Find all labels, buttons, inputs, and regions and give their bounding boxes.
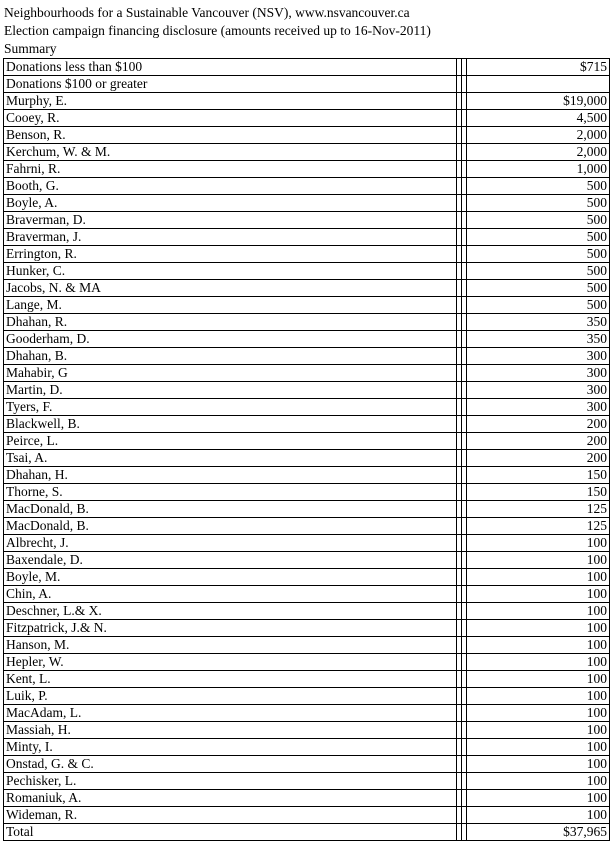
amount-cell: 100 [467,756,610,773]
donor-name-cell: Hanson, M. [4,637,457,654]
amount-cell: 500 [467,229,610,246]
donor-name-cell: Errington, R. [4,246,457,263]
amount-cell: 100 [467,586,610,603]
donor-name-cell: Murphy, E. [4,93,457,110]
amount-cell: 350 [467,331,610,348]
donor-name-cell: Massiah, H. [4,722,457,739]
table-row [4,161,610,178]
donations-table [3,58,610,841]
document-subtitle: Election campaign financing disclosure (amounts received up to 16-Nov-2011) [4,23,431,38]
table-row [4,127,610,144]
table-row [4,484,610,501]
donor-name-cell: Hepler, W. [4,654,457,671]
amount-cell: 300 [467,399,610,416]
donor-name-cell: Boyle, A. [4,195,457,212]
amount-cell: 150 [467,484,610,501]
donor-name-cell: Mahabir, G [4,365,457,382]
table-row [4,263,610,280]
amount-cell: 300 [467,348,610,365]
table-row [4,722,610,739]
table-row [4,246,610,263]
donor-name-cell: Benson, R. [4,127,457,144]
donor-name-cell: Thorne, S. [4,484,457,501]
table-row [4,637,610,654]
donor-name-cell: Hunker, C. [4,263,457,280]
donor-name-cell: Deschner, L.& X. [4,603,457,620]
table-row [4,586,610,603]
amount-cell: 500 [467,178,610,195]
amount-cell: 100 [467,637,610,654]
amount-cell: 350 [467,314,610,331]
amount-cell: 500 [467,280,610,297]
table-row [4,229,610,246]
table-row [4,688,610,705]
table-row [4,297,610,314]
donor-name-cell: Tyers, F. [4,399,457,416]
table-row [4,671,610,688]
donor-name-cell: Gooderham, D. [4,331,457,348]
amount-cell: $37,965 [467,824,610,841]
amount-cell: 100 [467,552,610,569]
donor-name-cell: Peirce, L. [4,433,457,450]
amount-cell [467,76,610,93]
donor-name-cell: Dhahan, R. [4,314,457,331]
donor-name-cell: Total [4,824,457,841]
amount-cell: 2,000 [467,144,610,161]
table-row [4,280,610,297]
table-row [4,59,610,76]
table-row [4,331,610,348]
amount-cell: 100 [467,535,610,552]
donor-name-cell: Pechisker, L. [4,773,457,790]
amount-cell: 150 [467,467,610,484]
amount-cell: 500 [467,212,610,229]
donor-name-cell: Jacobs, N. & MA [4,280,457,297]
amount-cell: 100 [467,569,610,586]
donor-name-cell: Martin, D. [4,382,457,399]
table-row [4,654,610,671]
amount-cell: 100 [467,688,610,705]
amount-cell: 500 [467,263,610,280]
amount-cell: 125 [467,501,610,518]
table-row [4,314,610,331]
donor-name-cell: Dhahan, B. [4,348,457,365]
amount-cell: 200 [467,416,610,433]
donations-table-body [4,59,610,841]
donor-name-cell: Tsai, A. [4,450,457,467]
table-row [4,399,610,416]
amount-cell: 100 [467,603,610,620]
table-row [4,603,610,620]
amount-cell: 100 [467,722,610,739]
table-row [4,76,610,93]
donor-name-cell: Kent, L. [4,671,457,688]
amount-cell: $19,000 [467,93,610,110]
table-row [4,178,610,195]
table-row [4,195,610,212]
amount-cell: 100 [467,773,610,790]
amount-cell: 100 [467,654,610,671]
table-row [4,790,610,807]
table-row [4,569,610,586]
table-row [4,416,610,433]
donor-name-cell: Boyle, M. [4,569,457,586]
donor-name-cell: Chin, A. [4,586,457,603]
table-row [4,518,610,535]
donor-name-cell: Kerchum, W. & M. [4,144,457,161]
amount-cell: 500 [467,246,610,263]
donor-name-cell: Braverman, J. [4,229,457,246]
table-row [4,433,610,450]
amount-cell: 2,000 [467,127,610,144]
donor-name-cell: Albrecht, J. [4,535,457,552]
donor-name-cell: Romaniuk, A. [4,790,457,807]
amount-cell: 100 [467,620,610,637]
donor-name-cell: Onstad, G. & C. [4,756,457,773]
amount-cell: 300 [467,382,610,399]
donor-name-cell: MacDonald, B. [4,518,457,535]
amount-cell: 200 [467,433,610,450]
donor-name-cell: Dhahan, H. [4,467,457,484]
amount-cell: 100 [467,739,610,756]
donor-name-cell: Luik, P. [4,688,457,705]
table-row [4,824,610,841]
table-row [4,773,610,790]
table-row [4,382,610,399]
table-row [4,552,610,569]
section-label: Summary [4,41,57,56]
table-row [4,144,610,161]
donor-name-cell: Braverman, D. [4,212,457,229]
donor-name-cell: Booth, G. [4,178,457,195]
donor-name-cell: Cooey, R. [4,110,457,127]
table-row [4,110,610,127]
table-row [4,501,610,518]
table-row [4,365,610,382]
table-row [4,756,610,773]
table-row [4,93,610,110]
amount-cell: 1,000 [467,161,610,178]
amount-cell: 100 [467,807,610,824]
table-row [4,807,610,824]
donor-name-cell: Donations $100 or greater [4,76,457,93]
table-row [4,620,610,637]
donor-name-cell: Minty, I. [4,739,457,756]
amount-cell: 100 [467,671,610,688]
amount-cell: 125 [467,518,610,535]
donor-name-cell: Fahrni, R. [4,161,457,178]
amount-cell: 500 [467,195,610,212]
donor-name-cell: Blackwell, B. [4,416,457,433]
amount-cell: $715 [467,59,610,76]
amount-cell: 500 [467,297,610,314]
donor-name-cell: MacAdam, L. [4,705,457,722]
table-row [4,450,610,467]
amount-cell: 200 [467,450,610,467]
donor-name-cell: Baxendale, D. [4,552,457,569]
donor-name-cell: Donations less than $100 [4,59,457,76]
donor-name-cell: MacDonald, B. [4,501,457,518]
table-row [4,535,610,552]
donor-name-cell: Wideman, R. [4,807,457,824]
amount-cell: 100 [467,705,610,722]
table-row [4,348,610,365]
document-title: Neighbourhoods for a Sustainable Vancouver (NSV), www.nsvancouver.ca [4,5,410,20]
table-row [4,739,610,756]
table-row [4,467,610,484]
amount-cell: 4,500 [467,110,610,127]
amount-cell: 100 [467,790,610,807]
donor-name-cell: Lange, M. [4,297,457,314]
donor-name-cell: Fitzpatrick, J.& N. [4,620,457,637]
table-row [4,705,610,722]
table-row [4,212,610,229]
amount-cell: 300 [467,365,610,382]
